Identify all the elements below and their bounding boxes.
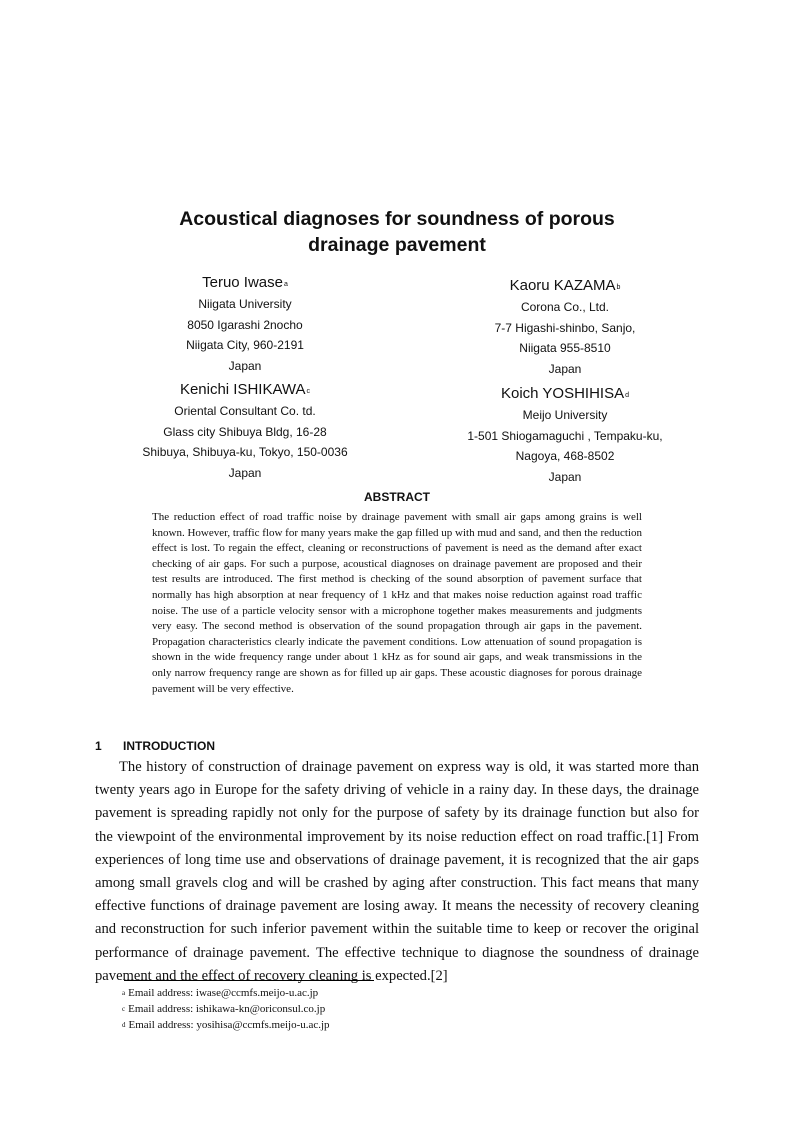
footnote-rule <box>124 980 374 981</box>
author-country: Japan <box>228 465 262 480</box>
footnotes <box>122 985 330 1033</box>
author-affiliation: Oriental Consultant Co. td. <box>174 404 316 418</box>
author-address: 8050 Igarashi 2nocho <box>187 317 303 332</box>
footnote: $^d$ Email address: yosihisa@ccmfs.meijo-u.ac.jp <box>122 1019 330 1031</box>
paper-title <box>0 206 794 258</box>
author-country: Japan <box>548 469 582 484</box>
introduction-paragraph: The history of construction of drainage pavement on express way is old, it was started more than twenty years ago in Europe for the safety driving of vehicle in a rainy day. In these days, the drainage pavement is spreading rapidly not only for the purpose of safety by its drainage function but also for the viewpoint of the environmental improvement by its noise reduction effect on road traffic.[1] From experiences of long time use and observations of drainage pavement, it is recognized that the air gaps among small gravels clog and will be crashed by aging after construction. This fact means that many effective functions of drainage pavement are losing away. It means the necessity of recovery cleaning and reconstruction for such inferior pavement within the suitable time to keep or recover the original performance of drainage pavement. The effective technique to diagnose the soundness of drainage pavement and the effect of recovery cleaning is expected.[2] <box>95 759 699 984</box>
author-city: Niigata 955-8510 <box>519 341 611 355</box>
author-address: 7-7 Higashi-shinbo, Sanjo, <box>494 320 636 335</box>
author-affiliation: Meijo University <box>522 408 608 422</box>
section-title: INTRODUCTION <box>123 739 215 753</box>
title-line-2: drainage pavement <box>308 234 486 256</box>
author-name: Koich YOSHIHISA$^d$ <box>500 385 629 402</box>
title-line-1: Acoustical diagnoses for soundness of porous <box>179 208 615 230</box>
author-address: Glass city Shibuya Bldg, 16-28 <box>163 424 327 439</box>
footnote: $^c$ Email address: ishikawa-kn@oriconsul.co.jp <box>122 1003 326 1015</box>
author-affiliation: Corona Co., Ltd. <box>520 300 610 314</box>
author-city: Niigata City, 960-2191 <box>186 338 304 352</box>
author-name: Teruo Iwase$^a$ <box>202 274 288 291</box>
footnote: $^a$ Email address: iwase@ccmfs.meijo-u.ac.jp <box>122 987 319 999</box>
author-block-yoshihisa <box>430 383 700 487</box>
author-city: Shibuya, Shibuya-ku, Tokyo, 150-0036 <box>142 445 348 459</box>
author-affiliation: Niigata University <box>198 297 292 311</box>
author-country: Japan <box>228 358 262 373</box>
author-block-iwase <box>145 272 345 376</box>
abstract-heading: ABSTRACT <box>364 490 430 504</box>
abstract-text: The reduction effect of road traffic noise by drainage pavement with small air gaps among grains is well known. However, traffic flow for many years make the gap filled up with mud and sand, and then the reduction effect is lost. To regain the effect, cleaning or reconstructions of pavement is need as the demand after exact checking of air gaps. For such a purpose, acoustical diagnoses on drainage pavement are proposed and their test results are introduced. The first method is checking of the sound absorption of pavement surface that normally has high absorption at near frequency of 1 kHz and that makes noise reduction against road traffic noise. The use of a particle velocity sensor with a microphone together makes measurements and judgments very easy. The second method is observation of the sound propagation through air gaps in the pavement. Propagation characteristics clearly indicate the pavement conditions. Low attenuation of sound propagation is shown in the wide frequency range under about 1 kHz as for sound air gaps, and weak transmissions in the only narrow frequency range are shown as for filled up air gaps. These acoustic diagnoses for porous drainage pavement will be very effective. <box>152 511 642 695</box>
author-block-ishikawa <box>125 379 365 483</box>
author-name: Kaoru KAZAMA$^b$ <box>509 277 621 294</box>
author-block-kazama <box>430 275 700 379</box>
section-number: 1 <box>95 739 102 753</box>
author-name: Kenichi ISHIKAWA$^c$ <box>179 381 311 398</box>
author-city: Nagoya, 468-8502 <box>515 449 615 463</box>
author-country: Japan <box>548 361 582 376</box>
section-heading-introduction <box>95 739 215 753</box>
author-address: 1-501 Shiogamaguchi , Tempaku-ku, <box>467 428 663 443</box>
